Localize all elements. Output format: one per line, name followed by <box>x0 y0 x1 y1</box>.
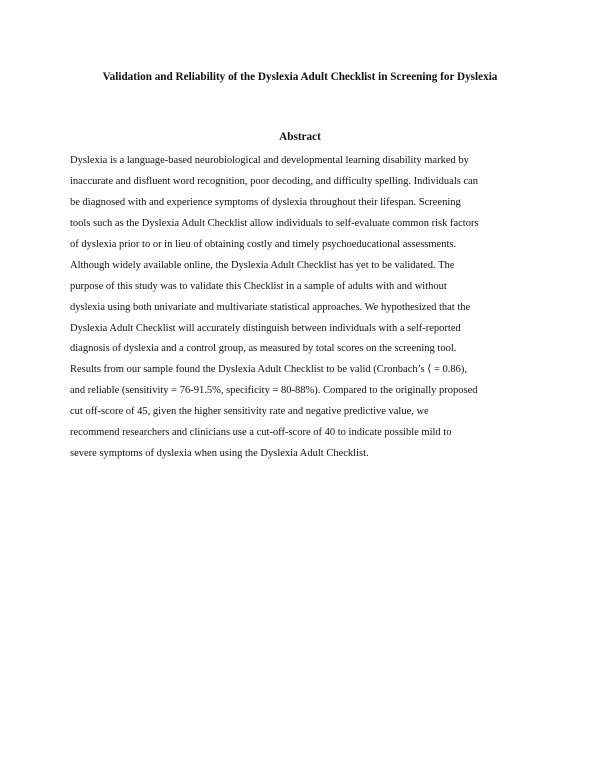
abstract-heading: Abstract <box>279 131 321 143</box>
abstract-line: diagnosis of dyslexia and a control group, as measured by total scores on the screening tool. <box>70 343 457 355</box>
abstract-line: cut off-score of 45, given the higher sensitivity rate and negative predictive value, we <box>70 406 429 418</box>
abstract-line: Dyslexia Adult Checklist will accurately distinguish between individuals with a self-reported <box>70 322 461 334</box>
abstract-line: severe symptoms of dyslexia when using the Dyslexia Adult Checklist. <box>70 448 369 460</box>
paper-title: Validation and Reliability of the Dyslexia Adult Checklist in Screening for Dyslexia <box>102 71 498 83</box>
abstract-line: recommend researchers and clinicians use a cut-off-score of 40 to indicate possible mild to <box>70 427 452 439</box>
abstract-line: Results from our sample found the Dyslexia Adult Checklist to be valid (Cronbach’s ⟨ = 0.86), <box>70 364 468 376</box>
abstract-line: inaccurate and disfluent word recognition, poor decoding, and difficulty spelling. Individuals can <box>70 175 479 187</box>
abstract-line: Although widely available online, the Dyslexia Adult Checklist has yet to be validated. The <box>70 259 455 271</box>
abstract-line: tools such as the Dyslexia Adult Checklist allow individuals to self-evaluate common risk factors <box>70 217 479 229</box>
abstract-line: dyslexia using both univariate and multivariate statistical approaches. We hypothesized that the <box>70 301 471 313</box>
abstract-line: purpose of this study was to validate this Checklist in a sample of adults with and without <box>70 280 447 292</box>
abstract-line: of dyslexia prior to or in lieu of obtaining costly and timely psychoeducational assessments. <box>70 238 457 250</box>
abstract-body <box>70 151 532 465</box>
abstract-line: Dyslexia is a language-based neurobiological and developmental learning disability marked by <box>70 155 469 166</box>
abstract-line: be diagnosed with and experience symptoms of dyslexia throughout their lifespan. Screening <box>70 196 461 208</box>
abstract-line: and reliable (sensitivity = 76-91.5%, specificity = 80-88%). Compared to the originally proposed <box>70 385 478 397</box>
